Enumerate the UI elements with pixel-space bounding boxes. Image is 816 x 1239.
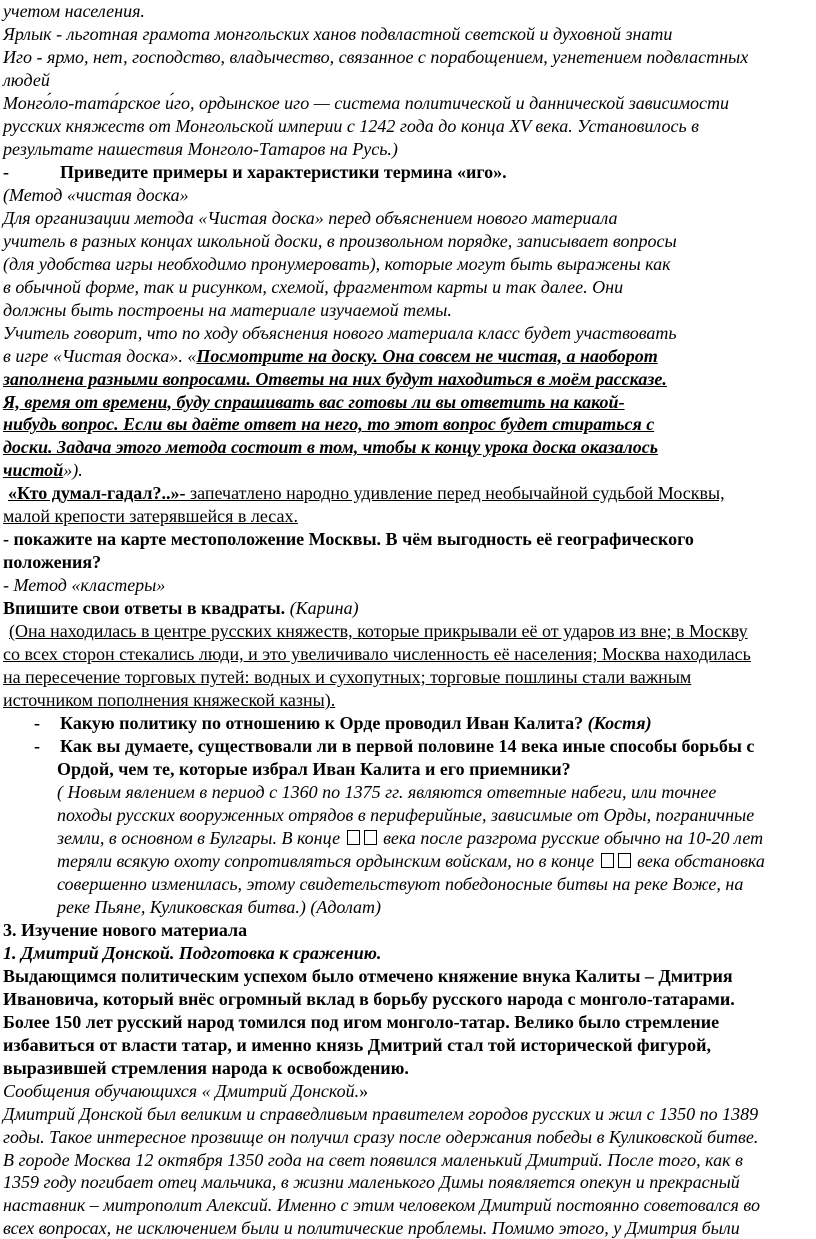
text-line: В городе Москва 12 октября 1350 года на свет появился маленький Дмитрий. После того, как в xyxy=(3,1149,743,1170)
text-line: Выдающимся политическим успехом было отмечено княжение внука Калиты – Дмитрия xyxy=(3,965,733,986)
task-heading: Приведите примеры и характеристики термина «иго». xyxy=(60,161,507,182)
emphasis-line: заполнена разными вопросами. Ответы на них будут находиться в моём рассказе. xyxy=(3,368,667,389)
question-line: положения? xyxy=(3,552,102,573)
text-line: избавиться от власти татар, и именно князь Дмитрий стал той исторической фигурой, xyxy=(3,1034,712,1055)
task-text: Впишите свои ответы в квадраты. xyxy=(3,598,286,619)
text-line: со всех сторон стекались люди, и это увеличивало численность её населения; Москва находилась xyxy=(3,644,751,665)
text-line: реке Пьяне, Куликовская битва.) (Адолат) xyxy=(57,896,382,917)
text-line: ( Новым явлением в период с 1360 по 1375 гг. являются ответные набеги, или точнее xyxy=(57,782,717,802)
text-span: » xyxy=(359,1080,369,1101)
text-span: Сообщения обучающихся « Дмитрий Донской. xyxy=(3,1080,360,1101)
emphasis-text: Посмотрите на доску. Она совсем не чистая, а наоборот xyxy=(196,345,658,366)
method-title: (Метод «чистая доска» xyxy=(3,184,189,205)
text-span: в игре «Чистая доска». « xyxy=(3,345,197,366)
text-line: (Она находилась в центре русских княжеств, которые прикрывали её от ударов из вне; в Москву xyxy=(9,621,748,642)
text-span: запечатлено народно удивление перед необычайной судьбой Москвы, xyxy=(185,483,725,504)
student-name: (Костя) xyxy=(587,713,652,733)
text-line: источником пополнения княжеской казны). xyxy=(3,690,336,711)
method-title: - Метод «кластеры» xyxy=(3,575,166,596)
text-line xyxy=(3,345,658,367)
text-line: Ивановича, который внёс огромный вклад в борьбу русского народа с монголо-татарами. xyxy=(3,988,735,1009)
missing-glyph-box xyxy=(601,853,614,868)
text-line: Иго - ярмо, нет, господство, владычество, связанное с порабощением, угнетением подвластных xyxy=(3,46,749,67)
text-line: Ярлык - льготная грамота монгольских ханов подвластной светской и духовной знати xyxy=(3,24,673,44)
quote-title: «Кто думал-гадал?..»- xyxy=(8,483,186,504)
question-text: Какую политику по отношению к Орде проводил Иван Калита? xyxy=(60,713,588,733)
text-line: выразившей стремления народа к освобождению. xyxy=(3,1057,409,1078)
emphasis-text: чистой xyxy=(3,460,64,481)
text-line: годы. Такое интересное прозвище он получил сразу после одержания победы в Куликовской битве. xyxy=(3,1126,759,1147)
text-line: на пересечение торговых путей: водных и сухопутных; торговые пошлины стали важным xyxy=(3,667,692,688)
text-line: всех вопросах, не исключением были и политические проблемы. Помимо этого, у Дмитрия были xyxy=(3,1218,740,1239)
question-line: - покажите на карте местоположение Москвы. В чём выгодность её географического xyxy=(3,529,694,550)
list-item-text xyxy=(60,712,652,734)
text-line: результате нашествия Монголо-Татаров на Русь.) xyxy=(3,138,398,159)
student-name: (Карина) xyxy=(285,598,359,619)
text-line: людей xyxy=(3,69,50,90)
missing-glyph-box xyxy=(347,830,360,845)
list-dash: - xyxy=(34,713,40,733)
text-span: »). xyxy=(63,460,83,481)
text-span: теряли всякую охоту сопротивляться ордынским войскам, но в конце xyxy=(57,850,599,871)
text-line xyxy=(3,597,359,619)
text-span: земли, в основном в Булгары. В конце xyxy=(57,827,345,848)
text-line: русских княжеств от Монгольской империи с 1242 года до конца XV века. Установилось в xyxy=(3,115,699,136)
text-line: Более 150 лет русский народ томился под игом монголо-татар. Велико было стремление xyxy=(3,1011,720,1032)
list-dash: - xyxy=(3,161,9,182)
text-line: должны быть построены на материале изучаемой темы. xyxy=(3,299,452,320)
task-line xyxy=(3,161,507,183)
missing-glyph-box xyxy=(618,853,631,868)
text-span: века обстановка xyxy=(632,850,765,871)
emphasis-line: доски. Задача этого метода состоит в том, чтобы к концу урока доска оказалось xyxy=(3,437,658,458)
text-line: в обычной форме, так и рисунком, схемой, фрагментом карты и так далее. Они xyxy=(3,276,624,297)
text-line: учетом населения. xyxy=(3,1,145,21)
text-line xyxy=(57,827,763,849)
text-line: (для удобства игры необходимо пронумеровать), которые могут быть выражены как xyxy=(3,253,671,274)
text-line: Монго́ло-тата́рское и́го, ордынское иго — система политической и даннической зависимости xyxy=(3,92,730,113)
question-line: Ордой, чем те, которые избрал Иван Калита и его приемники? xyxy=(57,759,571,779)
emphasis-line: нибудь вопрос. Если вы даёте ответ на него, то этот вопрос будет стираться с xyxy=(3,414,655,435)
text-line xyxy=(3,459,83,481)
text-line: походы русских вооруженных отрядов в периферийные, зависимые от Орды, пограничные xyxy=(57,804,755,825)
emphasis-line: Я, время от времени, буду спрашивать вас готовы ли вы ответить на какой- xyxy=(3,391,625,412)
text-line: Дмитрий Донской был великим и справедливым правителем городов русских и жил с 1350 по 1389 xyxy=(3,1103,759,1124)
text-line xyxy=(3,1080,368,1102)
text-line: наставник – митрополит Алексий. Именно с этим человеком Дмитрий постоянно советовался во xyxy=(3,1195,760,1216)
text-line: Учитель говорит, что по ходу объяснения нового материала класс будет участвовать xyxy=(3,322,677,343)
missing-glyph-box xyxy=(364,830,377,845)
question-text: Как вы думаете, существовали ли в первой половине 14 века иные способы борьбы с xyxy=(60,736,755,756)
text-line xyxy=(8,482,725,504)
text-line: 1359 году погибает отец мальчика, в жизни маленького Димы появляется опекун и прекрасный xyxy=(3,1172,740,1193)
text-line: совершенно изменилась, этому свидетельствуют победоносные битвы на реке Воже, на xyxy=(57,873,744,894)
text-line xyxy=(57,850,765,872)
subsection-heading: 1. Дмитрий Донской. Подготовка к сражению. xyxy=(3,942,382,963)
text-span: века после разгрома русские обычно на 10-20 лет xyxy=(378,827,764,848)
text-line: Для организации метода «Чистая доска» перед объяснением нового материала xyxy=(3,207,618,228)
list-dash: - xyxy=(34,736,40,756)
text-line: малой крепости затерявшейся в лесах. xyxy=(3,506,298,527)
section-heading: 3. Изучение нового материала xyxy=(3,919,248,940)
text-line: учитель в разных концах школьной доски, в произвольном порядке, записывает вопросы xyxy=(3,230,677,251)
